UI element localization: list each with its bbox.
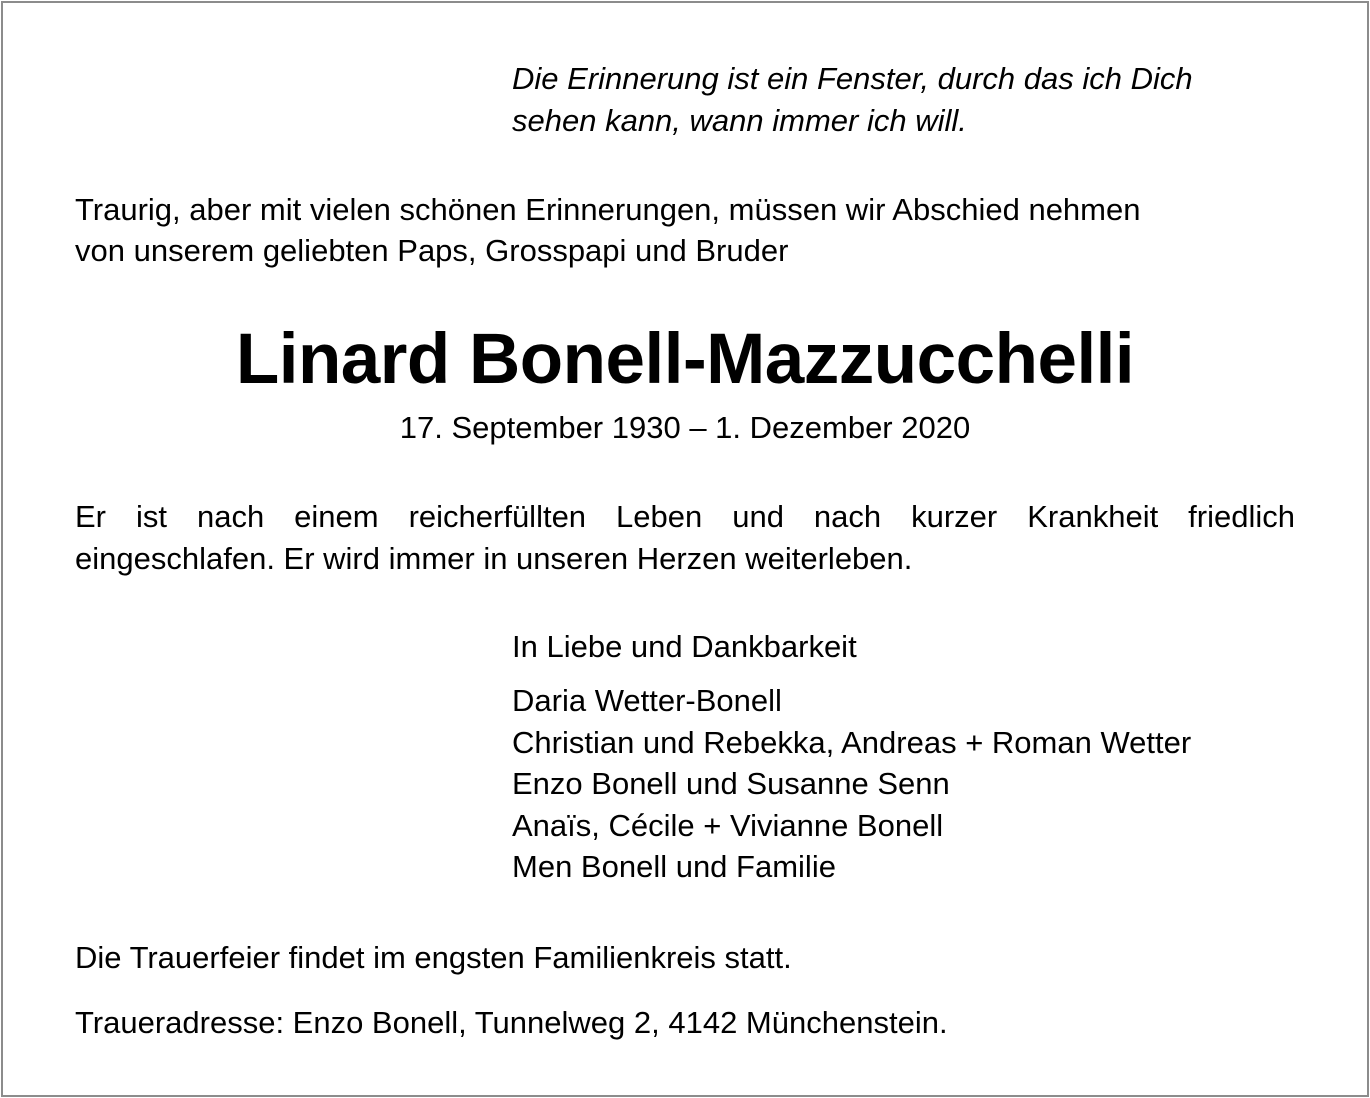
death-notice-text [75, 496, 1295, 580]
motto-quote [512, 58, 1312, 142]
signoff-line: In Liebe und Dankbarkeit [512, 629, 857, 664]
mourning-address: Traueradresse: Enzo Bonell, Tunnelweg 2, 4142 Münchenstein. [75, 1005, 948, 1040]
notice-line: eingeschlafen. Er wird immer in unseren Herzen weiterleben. [75, 541, 913, 576]
mourners-list [512, 680, 1332, 888]
notice-line: Er ist nach einem reicherfüllten Leben und nach kurzer Krankheit friedlich [75, 499, 1295, 534]
intro-line: von unserem geliebten Paps, Grosspapi und Bruder [75, 233, 789, 268]
ceremony-note: Die Trauerfeier findet im engsten Familienkreis statt. [75, 940, 792, 975]
deceased-name: Linard Bonell-Mazzucchelli [235, 320, 1135, 399]
intro-text [75, 189, 1295, 271]
motto-line: Die Erinnerung ist ein Fenster, durch das ich Dich [512, 61, 1193, 96]
mourner-item: Men Bonell und Familie [512, 849, 836, 884]
motto-line: sehen kann, wann immer ich will. [512, 103, 967, 138]
mourner-item: Christian und Rebekka, Andreas + Roman Wetter [512, 724, 1192, 760]
mourner-item: Anaïs, Cécile + Vivianne Bonell [512, 807, 944, 843]
mourner-item: Daria Wetter-Bonell [512, 683, 782, 718]
mourner-item: Enzo Bonell und Susanne Senn [512, 766, 950, 801]
life-dates: 17. September 1930 – 1. Dezember 2020 [399, 410, 971, 445]
intro-line: Traurig, aber mit vielen schönen Erinnerungen, müssen wir Abschied nehmen [75, 192, 1141, 227]
